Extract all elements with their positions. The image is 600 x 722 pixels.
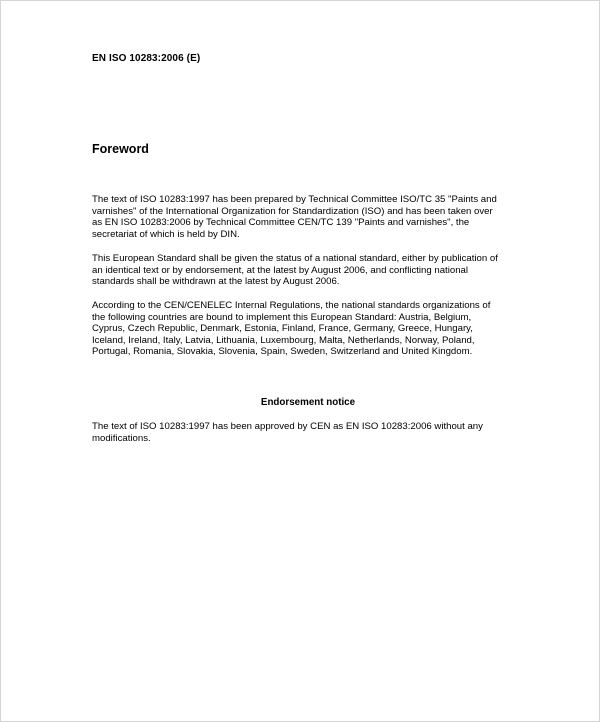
text-line: Iceland, Ireland, Italy, Latvia, Lithuania, Luxembourg, Malta, Netherlands, Norway, Poland, [92, 334, 475, 346]
text-line: standards shall be withdrawn at the latest by August 2006. [92, 276, 340, 288]
foreword-paragraph-1 [92, 194, 532, 240]
text-line: modifications. [92, 432, 151, 444]
text-line: secretariat of which is held by DIN. [92, 228, 240, 240]
text-line: This European Standard shall be given the status of a national standard, either by publication of [92, 253, 498, 264]
text-line: as EN ISO 10283:2006 by Technical Committee CEN/TC 139 "Paints and varnishes", the [92, 217, 470, 229]
endorsement-heading: Endorsement notice [260, 397, 356, 408]
endorsement-paragraph [92, 421, 532, 444]
text-line: varnishes" of the International Organization for Standardization (ISO) and has been taken over [92, 205, 493, 217]
text-line: Cyprus, Czech Republic, Denmark, Estonia, Finland, France, Germany, Greece, Hungary, [92, 323, 473, 335]
text-line: the following countries are bound to implement this European Standard: Austria, Belgium, [92, 311, 472, 323]
text-line: According to the CEN/CENELEC Internal Regulations, the national standards organizations of [92, 300, 491, 311]
document-identifier: EN ISO 10283:2006 (E) [92, 53, 201, 64]
page-title: Foreword [92, 142, 149, 156]
foreword-paragraph-2 [92, 253, 532, 288]
text-line: an identical text or by endorsement, at the latest by August 2006, and conflicting national [92, 264, 468, 276]
text-line: Portugal, Romania, Slovakia, Slovenia, Spain, Sweden, Switzerland and United Kingdom. [92, 346, 473, 358]
text-line: The text of ISO 10283:1997 has been prepared by Technical Committee ISO/TC 35 "Paints and [92, 194, 497, 205]
foreword-paragraph-3 [92, 300, 532, 358]
text-line: The text of ISO 10283:1997 has been approved by CEN as EN ISO 10283:2006 without any [92, 421, 483, 432]
